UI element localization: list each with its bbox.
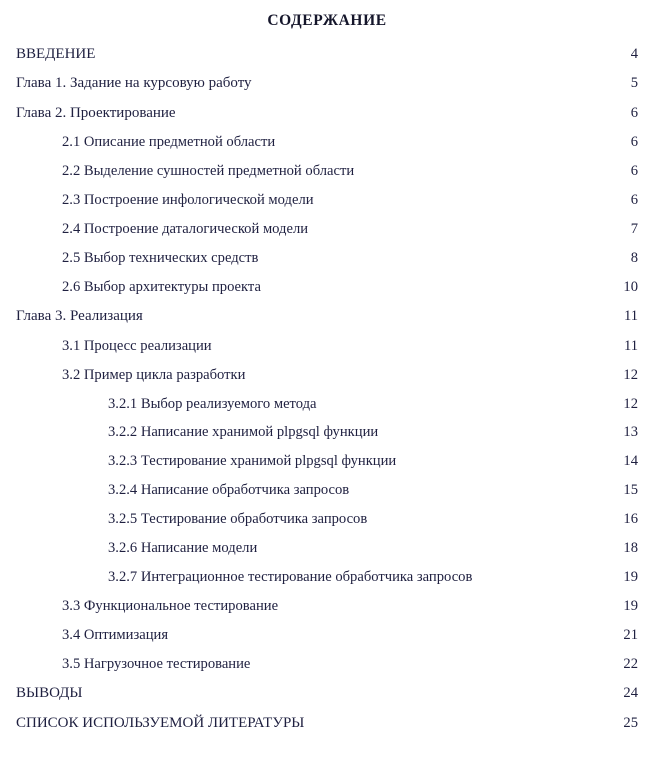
toc-entry[interactable] (16, 338, 638, 355)
toc-entry-label: Глава 2. Проектирование (16, 104, 176, 121)
toc-entry[interactable] (16, 453, 638, 470)
toc-entry-page-number: 6 (630, 163, 638, 180)
toc-entry-label: 3.2.4 Написание обработчика запросов (108, 482, 350, 499)
toc-entry[interactable] (16, 598, 638, 615)
toc-entry-page-number: 8 (630, 250, 638, 267)
toc-entry-label: 3.2 Пример цикла разработки (62, 366, 246, 383)
toc-entry-page-number: 5 (630, 75, 638, 92)
toc-entry[interactable] (16, 308, 638, 325)
toc-entry-label: СПИСОК ИСПОЛЬЗУЕМОЙ ЛИТЕРАТУРЫ (16, 714, 305, 731)
toc-entry[interactable] (16, 134, 638, 151)
toc-entry-page-number: 19 (623, 569, 638, 586)
toc-entry[interactable] (16, 656, 638, 673)
toc-entry-label: 2.1 Описание предметной области (62, 134, 276, 151)
toc-entry[interactable] (16, 685, 638, 702)
toc-entry-label: 3.2.6 Написание модели (108, 540, 258, 557)
toc-entry-page-number: 25 (623, 714, 638, 731)
toc-entry-page-number: 24 (623, 685, 638, 702)
toc-entry[interactable] (16, 627, 638, 644)
toc-entry[interactable] (16, 511, 638, 528)
toc-entry[interactable] (16, 279, 638, 296)
toc-entry-page-number: 13 (623, 424, 638, 441)
toc-entry-page-number: 6 (630, 134, 638, 151)
toc-entry-label: 3.2.2 Написание хранимой plpgsql функции (108, 424, 379, 441)
toc-entry-page-number: 7 (630, 221, 638, 238)
toc-entry-page-number: 22 (623, 656, 638, 673)
toc-entry[interactable] (16, 367, 638, 384)
toc-entry[interactable] (16, 75, 638, 92)
toc-entry[interactable] (16, 163, 638, 180)
toc-entry-label: 3.5 Нагрузочное тестирование (62, 656, 251, 673)
toc-entry-page-number: 6 (630, 104, 638, 121)
toc-entry-label: 3.2.1 Выбор реализуемого метода (108, 395, 317, 412)
toc-entry[interactable] (16, 250, 638, 267)
toc-entry[interactable] (16, 46, 638, 63)
toc-entry[interactable] (16, 569, 638, 586)
toc-entry-page-number: 12 (623, 395, 638, 412)
toc-entry-label: ВЫВОДЫ (16, 685, 83, 702)
toc-entry-page-number: 18 (623, 540, 638, 557)
toc-entry-page-number: 10 (623, 279, 638, 296)
table-of-contents (16, 46, 638, 732)
toc-entry-label: 3.2.5 Тестирование обработчика запросов (108, 511, 368, 528)
page-title: СОДЕРЖАНИЕ (267, 12, 387, 29)
toc-entry-label: 3.2.7 Интеграционное тестирование обработчика запросов (108, 569, 473, 586)
toc-entry-page-number: 4 (630, 46, 638, 62)
toc-entry[interactable] (16, 715, 638, 732)
toc-entry-label: 2.5 Выбор технических средств (62, 250, 259, 267)
toc-entry-page-number: 12 (623, 366, 638, 383)
toc-entry-page-number: 14 (623, 453, 638, 470)
toc-entry-label: 2.2 Выделение сушностей предметной области (62, 163, 355, 180)
toc-entry-page-number: 19 (623, 598, 638, 615)
toc-entry-label: 3.2.3 Тестирование хранимой plpgsql функции (108, 453, 397, 470)
toc-entry-page-number: 6 (630, 192, 638, 209)
toc-entry[interactable] (16, 482, 638, 499)
toc-entry[interactable] (16, 221, 638, 238)
toc-entry-label: 2.4 Построение даталогической модели (62, 221, 309, 238)
toc-entry-page-number: 16 (623, 511, 638, 528)
toc-entry[interactable] (16, 424, 638, 441)
toc-entry-label: 3.3 Функциональное тестирование (62, 598, 279, 615)
toc-entry-page-number: 11 (623, 337, 638, 354)
toc-entry-label: 2.3 Построение инфологической модели (62, 192, 314, 209)
toc-entry-page-number: 21 (623, 627, 638, 644)
toc-entry-label: Глава 3. Реализация (16, 308, 143, 325)
toc-entry-label: 3.1 Процесс реализации (62, 337, 212, 354)
toc-entry[interactable] (16, 105, 638, 122)
toc-entry-label: 3.4 Оптимизация (62, 627, 169, 644)
toc-entry[interactable] (16, 540, 638, 557)
toc-entry[interactable] (16, 396, 638, 413)
toc-entry-label: 2.6 Выбор архитектуры проекта (62, 279, 261, 296)
toc-entry-page-number: 15 (623, 482, 638, 499)
toc-entry-page-number: 11 (623, 308, 638, 325)
toc-entry[interactable] (16, 192, 638, 209)
toc-entry-label: ВВЕДЕНИЕ (16, 46, 96, 62)
toc-entry-label: Глава 1. Задание на курсовую работу (16, 75, 252, 92)
